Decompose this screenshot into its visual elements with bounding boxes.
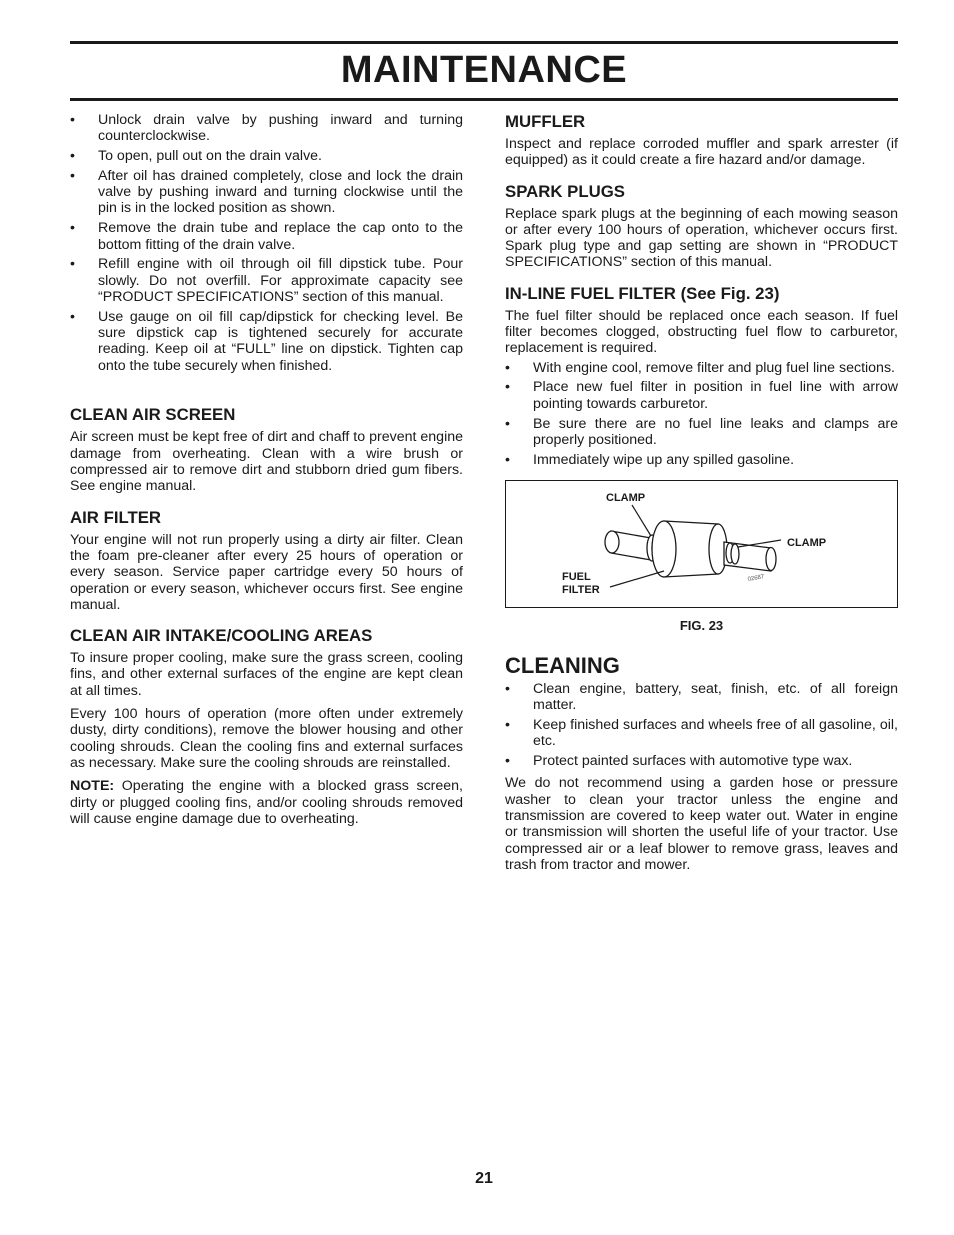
- title-rule: [70, 98, 898, 101]
- list-item: • Refill engine with oil through oil fill dipstick tube. Pour slowly. Do not overfill. For approximate capacity see “PRODUCT SPECIFICATIONS” section of this manual.: [70, 256, 463, 305]
- filter-front: [652, 521, 676, 577]
- figure-23: [505, 480, 898, 608]
- cleaning-heading: CLEANING: [505, 652, 620, 678]
- list-item: • Protect painted surfaces with automotive type wax.: [505, 753, 898, 769]
- figure-caption: FIG. 23: [679, 617, 724, 633]
- spark-plugs-section: [505, 182, 898, 271]
- clamp-right-ring: [731, 544, 739, 564]
- section-text: Replace spark plugs at the beginning of each mowing season or after every 100 hours of operation, whichever occurs first. Spark plug type and gap setting are shown in “PRODUCT SPECIFICATIONS” section of this manual.: [505, 205, 898, 271]
- fuel-line-end: [605, 531, 619, 553]
- right-column: [505, 112, 898, 880]
- label-clamp-top: CLAMP: [606, 491, 646, 504]
- list-item: • Be sure there are no fuel line leaks and clamps are properly positioned.: [505, 416, 898, 449]
- section-heading: CLEAN AIR INTAKE/COOLING AREAS: [70, 626, 373, 646]
- label-clamp-right: CLAMP: [787, 536, 827, 549]
- cleaning-steps: [505, 681, 898, 769]
- list-item: • To open, pull out on the drain valve.: [70, 148, 463, 164]
- section-heading: AIR FILTER: [70, 507, 162, 527]
- section-heading: MUFFLER: [505, 112, 586, 131]
- oil-drain-steps: [70, 112, 463, 374]
- list-item: • Immediately wipe up any spilled gasoline.: [505, 452, 898, 468]
- muffler-section: [505, 112, 898, 169]
- section-text: To insure proper cooling, make sure the grass screen, cooling fins, and other external surfaces of the engine are kept clean at all times.: [70, 650, 463, 699]
- label-fuel: FUEL: [562, 570, 591, 583]
- section-text: The fuel filter should be replaced once each season. If fuel filter becomes clogged, obstructing fuel flow to carburetor, replacement is required.: [505, 307, 898, 357]
- list-item: • After oil has drained completely, close and lock the drain valve by pushing inward and turning clockwise until the pin is in the locked position as shown.: [70, 168, 463, 217]
- fuel-line-right-end: [766, 547, 776, 570]
- part-number: 02687: [747, 574, 765, 583]
- leader-fuel-filter: [610, 571, 664, 587]
- list-item: • Place new fuel filter in position in fuel line with arrow pointing towards carburetor.: [505, 379, 898, 412]
- page-number: 21: [475, 1170, 493, 1187]
- list-item: • With engine cool, remove filter and plug fuel line sections.: [505, 360, 898, 376]
- section-heading: SPARK PLUGS: [505, 181, 625, 201]
- section-heading: CLEAN AIR SCREEN: [70, 405, 236, 425]
- list-item: • Use gauge on oil fill cap/dipstick for checking level. Be sure dipstick cap is tightened securely for accurate reading. Keep oil at “FULL” line on dipstick. Tighten cap onto the tube securely when finished.: [70, 309, 463, 374]
- fuel-filter-section: [505, 284, 898, 468]
- list-item: • Clean engine, battery, seat, finish, etc. of all foreign matter.: [505, 681, 898, 714]
- label-filter: FILTER: [562, 583, 600, 596]
- note-label: NOTE:: [70, 778, 115, 795]
- section-text: Every 100 hours of operation (more often under extremely dusty, dirty conditions), remove the blower housing and other cooling shrouds. Clean the cooling fins and external surfaces as necessary. Make sure the cooling shrouds are reinstalled.: [70, 706, 463, 771]
- list-item: • Keep finished surfaces and wheels free of all gasoline, oil, etc.: [505, 717, 898, 750]
- section-text: Your engine will not run properly using a dirty air filter. Clean the foam pre-cleaner after every 25 hours of operation or every season. Service paper cartridge every 50 hours of operation or every season, whichever occurs first. See engine manual.: [70, 531, 463, 613]
- left-column: [70, 112, 463, 840]
- section-heading: IN-LINE FUEL FILTER (See Fig. 23): [505, 283, 780, 303]
- cooling-areas-section: [70, 626, 463, 827]
- leader-clamp-top: [632, 505, 651, 536]
- top-rule: [70, 41, 898, 44]
- fuel-filter-steps: [505, 360, 898, 468]
- note-text: Operating the engine with a blocked grass screen, dirty or plugged cooling fins, and/or cooling shrouds removed will cause engine damage due to overheating.: [70, 778, 463, 827]
- section-text: Air screen must be kept free of dirt and chaff to prevent engine damage from overheating. Clean with a wire brush or compressed air to remove dirt and stubborn dried gum fibers. See engine manual.: [70, 429, 463, 495]
- note: [70, 778, 463, 827]
- section-text: Inspect and replace corroded muffler and spark arrester (if equipped) as it could create a fire hazard and/or damage.: [505, 136, 898, 169]
- air-filter-section: [70, 508, 463, 613]
- fuel-filter-illustration: [506, 481, 897, 607]
- section-text: We do not recommend using a garden hose or pressure washer to clean your tractor unless the engine and transmission are covered to keep water out. Water in engine or transmission will shorten the useful life of your tractor. Use compressed air or a leaf blower to remove grass, leaves and trash from tractor and mower.: [505, 775, 898, 873]
- clean-air-screen-section: [70, 405, 463, 494]
- page-title: MAINTENANCE: [340, 49, 628, 91]
- list-item: • Remove the drain tube and replace the cap onto to the bottom fitting of the drain valve.: [70, 220, 463, 253]
- cleaning-section: [505, 653, 898, 873]
- list-item: • Unlock drain valve by pushing inward and turning counterclockwise.: [70, 112, 463, 145]
